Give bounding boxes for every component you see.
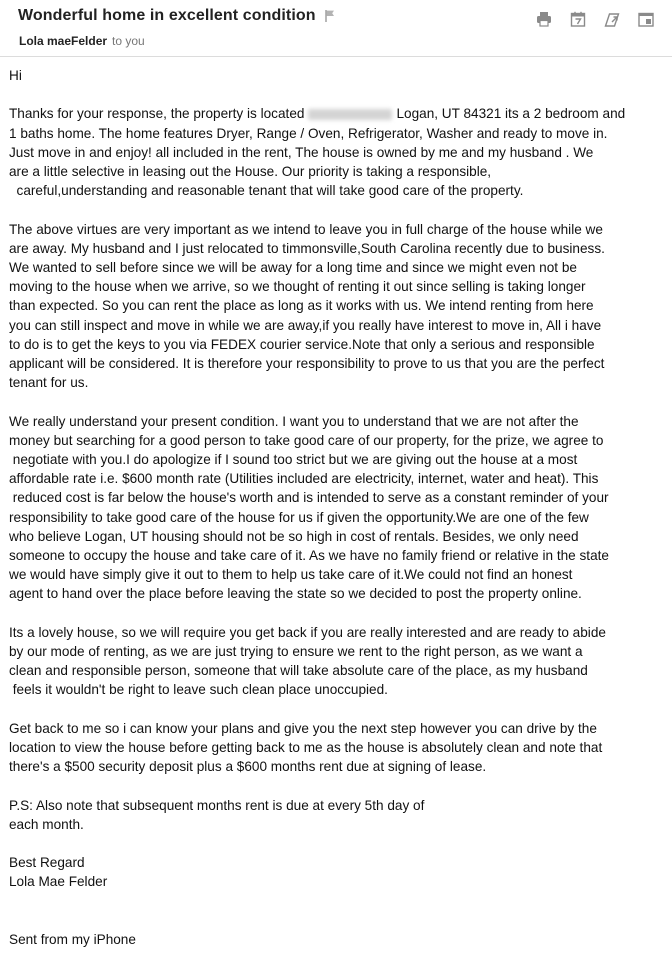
subject-row	[18, 7, 336, 25]
body-line: Get back to me so i can know your plans and give you the next step however you can drive by the	[9, 720, 597, 736]
closing-line: Best Regard	[9, 855, 85, 871]
body-line: location to view the house before getting back to me as the house is absolutely clean and note that	[9, 740, 603, 756]
body-line: applicant will be considered. It is therefore your responsibility to prove to us that you are the perfect	[9, 356, 605, 372]
body-line: by our mode of renting, as we are just trying to ensure we rent to the right person, as we want a	[9, 644, 583, 660]
body-line: money but searching for a good person to take good care of our property, for the prize, we agree to	[9, 432, 604, 448]
print-icon[interactable]	[534, 9, 554, 29]
sender-name[interactable]: Lola maeFelder	[19, 34, 108, 48]
body-line: feels it wouldn't be right to leave such clean place unoccupied.	[9, 682, 388, 698]
calendar-icon[interactable]	[568, 9, 588, 29]
p1-text: Thanks for your response, the property is located	[9, 106, 305, 122]
from-row	[19, 34, 145, 48]
paragraph-2	[9, 220, 665, 393]
popout-icon[interactable]	[602, 9, 622, 29]
body-line: are away. My husband and I just relocated to timmonsville,South Carolina recently due to business.	[9, 240, 605, 256]
email-body	[9, 66, 665, 949]
body-line: clean and responsible person, someone that will take absolute care of the place, as my husband	[9, 663, 588, 679]
paragraph-3	[9, 412, 665, 604]
body-line: reduced cost is far below the house's worth and is intended to serve as a constant reminder of your	[9, 490, 609, 506]
body-line: We really understand your present condition. I want you to understand that we are not after the	[9, 413, 579, 429]
body-line: We wanted to sell before since we will be away for a long time and since we might even not be	[9, 260, 577, 275]
redacted-address	[308, 109, 392, 120]
body-line: each month.	[9, 816, 84, 832]
device-signature: Sent from my iPhone	[9, 932, 136, 947]
body-line: Just move in and enjoy! all included in the rent, The house is owned by me and my husband . We	[9, 144, 594, 160]
body-line: moving to the house when we arrive, so we thought of renting it out since selling is taking longer	[9, 279, 586, 295]
body-line: to do is to get the keys to you via FEDEX courier service.Note that only a serious and responsible	[9, 336, 595, 352]
email-toolbar	[534, 9, 656, 29]
sender-signature-name: Lola Mae Felder	[9, 874, 108, 890]
email-subject: Wonderful home in excellent condition	[18, 7, 316, 24]
body-line: affordable rate i.e. $600 month rate (Utilities included are electricity, internet, water and heat). This	[9, 471, 599, 487]
p1-address-text: Logan, UT 84321 its a 2 bedroom and	[396, 106, 626, 122]
body-line: we would have simply give it out to them to help us take care of it.We could not find an honest	[9, 567, 573, 583]
body-line: than expected. So you can rent the place as long as it works with us. We intend renting from here	[9, 298, 594, 314]
postscript	[9, 796, 665, 834]
body-line: Its a lovely house, so we will require you get back if you are really interested and are ready to abide	[9, 624, 606, 640]
greeting: Hi	[9, 68, 22, 83]
body-line: careful,understanding and reasonable tenant that will take good care of the property.	[9, 183, 524, 199]
body-line: 1 baths home. The home features Dryer, Range / Oven, Refrigerator, Washer and ready to move in.	[9, 125, 608, 141]
recipient-label: to you	[112, 34, 145, 48]
paragraph-1	[9, 104, 665, 200]
closing	[9, 853, 665, 891]
body-line: there's a $500 security deposit plus a $600 months rent due at signing of lease.	[9, 759, 487, 775]
body-line: P.S: Also note that subsequent months rent is due at every 5th day of	[9, 797, 425, 813]
new-window-icon[interactable]	[636, 9, 656, 29]
flag-icon[interactable]	[324, 9, 336, 23]
body-line: are a little selective in leasing out the House. Our priority is taking a responsible,	[9, 164, 492, 179]
body-line: responsibility to take good care of the house for us if given the opportunity.We are one of the few	[9, 509, 589, 525]
body-line: negotiate with you.I do apologize if I sound too strict but we are giving out the house at a most	[9, 452, 578, 468]
body-line: who believe Logan, UT housing should not be so high in cost of rentals. Besides, we only need	[9, 528, 579, 544]
paragraph-5	[9, 719, 665, 777]
body-line: tenant for us.	[9, 375, 89, 391]
body-line: The above virtues are very important as we intend to leave you in full charge of the house while we	[9, 221, 603, 237]
email-header	[0, 0, 672, 57]
body-line: agent to hand over the place before leaving the state so we decided to post the property online.	[9, 586, 582, 602]
paragraph-4	[9, 623, 665, 700]
body-line: you can still inspect and move in while we are away,if you really have interest to move in, All i have	[9, 317, 602, 333]
body-line: someone to occupy the house and take care of it. As we have no family friend or relative in the state	[9, 548, 609, 564]
